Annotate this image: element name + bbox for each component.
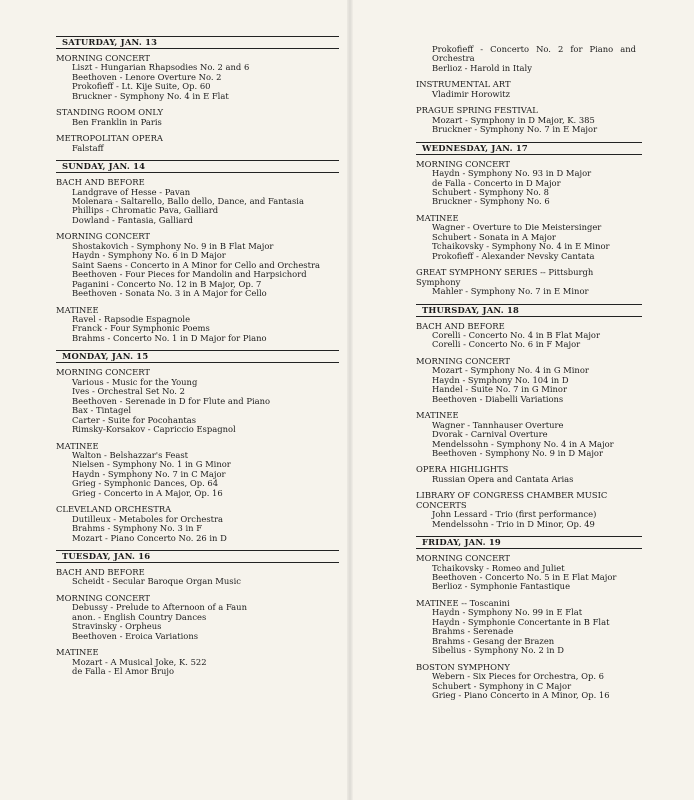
program-title: MORNING CONCERT: [56, 592, 150, 603]
program-item: Ravel - Rapsodie Espagnole: [72, 313, 191, 324]
program-item: Haydn - Symphony No. 6 in D Major: [72, 250, 226, 261]
program-item: Grieg - Piano Concerto in A Minor, Op. 16: [432, 690, 610, 701]
program-block: [416, 411, 636, 458]
program-item: Brahms - Serenade: [432, 626, 514, 637]
program-item: Beethoven - Sonata No. 3 in A Major for Cello: [72, 288, 267, 299]
program-item: Landgrave of Hesse - Pavan: [72, 186, 191, 197]
program-block: [416, 357, 636, 404]
program-block: [416, 465, 636, 484]
program-title: INSTRUMENTAL ART: [416, 79, 511, 90]
program-item: Phillips - Chromatic Pava, Galliard: [72, 205, 219, 216]
page-fold: [347, 0, 353, 800]
program-item: Berlioz - Symphonie Fantastique: [432, 581, 571, 592]
program-item: Haydn - Symphony No. 99 in E Flat: [432, 607, 583, 618]
program-title: MATINEE: [416, 410, 459, 421]
program-item: Saint Saens - Concerto in A Minor for Cello and Orchestra: [72, 259, 320, 270]
program-item: Bruckner - Symphony No. 7 in E Major: [432, 124, 598, 135]
program-block: [416, 599, 636, 656]
program-item: Bax - Tintagel: [72, 405, 132, 416]
program-item: Schubert - Symphony No. 8: [432, 186, 549, 197]
program-item: Mozart - Piano Concerto No. 26 in D: [72, 532, 227, 543]
program-items: [56, 658, 340, 677]
program-block: [416, 80, 636, 99]
program-title: BOSTON SYMPHONY: [416, 661, 510, 672]
program-block: [56, 648, 340, 676]
program-item: Mendelssohn - Symphony No. 4 in A Major: [432, 438, 614, 449]
program-title: LIBRARY OF CONGRESS CHAMBER MUSIC CONCERTS: [416, 490, 608, 510]
program-title: MATINEE -- Toscanini: [416, 597, 510, 608]
day-heading: SUNDAY, JAN. 14: [56, 160, 339, 173]
program-block: [416, 45, 636, 73]
program-block: [56, 568, 340, 587]
program-title: MORNING CONCERT: [56, 231, 150, 242]
program-item: Haydn - Symphony No. 104 in D: [432, 374, 569, 385]
program-item: John Lessard - Trio (first performance): [432, 509, 597, 520]
program-items: [416, 421, 636, 459]
program-item: de Falla - Concerto in D Major: [432, 177, 561, 188]
program-item: Beethoven - Four Pieces for Mandolin and Harpsichord: [72, 269, 307, 280]
program-items: [416, 223, 636, 261]
program-item: anon. - English Country Dances: [72, 611, 207, 622]
program-items: [56, 603, 340, 641]
day-heading: WEDNESDAY, JAN. 17: [416, 142, 642, 155]
program-item: Brahms - Gesang der Brazen: [432, 635, 555, 646]
program-title: MATINEE: [56, 304, 99, 315]
program-items: [56, 315, 340, 343]
day-heading: TUESDAY, JAN. 16: [56, 550, 339, 563]
program-item: Franck - Four Symphonic Poems: [72, 323, 210, 334]
program-block: [56, 368, 340, 434]
program-title: MORNING CONCERT: [416, 355, 510, 366]
program-block: [416, 663, 636, 701]
program-item: Stravinsky - Orpheus: [72, 621, 162, 632]
program-title: MATINEE: [56, 440, 99, 451]
program-items: [416, 169, 636, 207]
program-item: Brahms - Concerto No. 1 in D Major for Piano: [72, 332, 267, 343]
program-block: [56, 594, 340, 641]
program-item: Mozart - A Musical Joke, K. 522: [72, 656, 207, 667]
program-item: Prokofieff - Lt. Kije Suite, Op. 60: [72, 81, 211, 92]
program-item: Handel - Suite No. 7 in G Minor: [432, 384, 567, 395]
program-item: Dvorak - Carnival Overture: [432, 429, 548, 440]
program-item: Haydn - Symphony No. 93 in D Major: [432, 168, 592, 179]
program-item: Walton - Belshazzar's Feast: [72, 449, 189, 460]
program-item: Dutilleux - Metaboles for Orchestra: [72, 513, 224, 524]
program-item: Liszt - Hungarian Rhapsodies No. 2 and 6: [72, 62, 250, 73]
program-items: [416, 116, 636, 135]
program-title: MORNING CONCERT: [56, 367, 150, 378]
program-item: Haydn - Symphonie Concertante in B Flat: [432, 616, 610, 627]
program-item: Wagner - Tannhauser Overture: [432, 419, 564, 430]
program-block: [56, 442, 340, 499]
program-item: Haydn - Symphony No. 7 in C Major: [72, 468, 226, 479]
program-block: [56, 54, 340, 101]
program-item: Beethoven - Concerto No. 5 in E Flat Major: [432, 572, 617, 583]
program-items: [56, 188, 340, 226]
program-block: [416, 268, 636, 296]
program-items: [416, 287, 636, 296]
program-title: MORNING CONCERT: [416, 158, 510, 169]
program-item: Ben Franklin in Paris: [72, 116, 162, 127]
program-items: [56, 144, 340, 153]
program-item: Schubert - Symphony in C Major: [432, 680, 572, 691]
program-item: Nielsen - Symphony No. 1 in G Minor: [72, 459, 231, 470]
program-item: de Falla - El Amor Brujo: [72, 666, 175, 677]
program-item: Shostakovich - Symphony No. 9 in B Flat Major: [72, 240, 274, 251]
program-item: Sibelius - Symphony No. 2 in D: [432, 645, 564, 656]
program-item: Corelli - Concerto No. 4 in B Flat Major: [432, 329, 600, 340]
program-items: [56, 242, 340, 299]
program-item: Bruckner - Symphony No. 4 in E Flat: [72, 90, 229, 101]
program-item: Beethoven - Lenore Overture No. 2: [72, 71, 222, 82]
program-block: [56, 134, 340, 153]
program-item: Beethoven - Diabelli Variations: [432, 393, 564, 404]
program-title: CLEVELAND ORCHESTRA: [56, 504, 172, 515]
day-heading: THURSDAY, JAN. 18: [416, 304, 642, 317]
program-block: [416, 322, 636, 350]
program-block: [416, 554, 636, 592]
program-item: Corelli - Concerto No. 6 in F Major: [432, 339, 581, 350]
program-items: [416, 45, 636, 73]
program-title: MATINEE: [56, 647, 99, 658]
program-item: Various - Music for the Young: [72, 376, 198, 387]
program-items: [56, 515, 340, 543]
program-title: BACH AND BEFORE: [56, 177, 145, 188]
program-item: Debussy - Prelude to Afternoon of a Faun: [72, 602, 247, 613]
program-items: [416, 564, 636, 592]
program-block: [416, 160, 636, 207]
program-title: METROPOLITAN OPERA: [56, 133, 163, 144]
program-item: Mendelssohn - Trio in D Minor, Op. 49: [432, 518, 595, 529]
program-item: Mozart - Symphony No. 4 in G Minor: [432, 365, 589, 376]
program-block: [416, 214, 636, 261]
program-item: Bruckner - Symphony No. 6: [432, 196, 550, 207]
program-item: Vladimir Horowitz: [432, 88, 511, 99]
program-item: Falstaff: [72, 142, 104, 153]
program-item: Rimsky-Korsakov - Capriccio Espagnol: [72, 424, 236, 435]
program-block: [56, 306, 340, 344]
program-item: Tchaikovsky - Romeo and Juliet: [432, 562, 565, 573]
program-item: Webern - Six Pieces for Orchestra, Op. 6: [432, 671, 605, 682]
program-item: Mozart - Symphony in D Major, K. 385: [432, 114, 595, 125]
program-title: STANDING ROOM ONLY: [56, 107, 163, 118]
program-item: Russian Opera and Cantata Arias: [432, 473, 574, 484]
program-title: PRAGUE SPRING FESTIVAL: [416, 105, 538, 116]
program-item: Berlioz - Harold in Italy: [432, 62, 532, 73]
program-item: Dowland - Fantasia, Galliard: [72, 214, 193, 225]
program-block: [56, 178, 340, 225]
program-item: Prokofieff - Alexander Nevsky Cantata: [432, 250, 595, 261]
program-item: Tchaikovsky - Symphony No. 4 in E Minor: [432, 241, 610, 252]
program-items: [416, 90, 636, 99]
program-item: Carter - Suite for Pocohantas: [72, 414, 196, 425]
program-item: Schubert - Sonata in A Major: [432, 231, 556, 242]
program-item: Paganini - Concerto No. 12 in B Major, Op. 7: [72, 278, 262, 289]
program-item: Prokofieff - Concerto No. 2 for Piano and Orchestra: [432, 44, 636, 64]
day-heading: SATURDAY, JAN. 13: [56, 36, 339, 49]
program-items: [56, 118, 340, 127]
program-item: Wagner - Overture to Die Meistersinger: [432, 222, 602, 233]
program-block: [56, 505, 340, 543]
program-items: [416, 366, 636, 404]
program-title: BACH AND BEFORE: [416, 320, 505, 331]
program-title: GREAT SYMPHONY SERIES -- Pittsburgh Symphony: [416, 267, 594, 287]
program-item: Grieg - Concerto in A Major, Op. 16: [72, 487, 223, 498]
program-title: OPERA HIGHLIGHTS: [416, 464, 509, 475]
program-items: [56, 451, 340, 498]
program-block: [56, 108, 340, 127]
right-column: [416, 45, 636, 707]
program-items: [56, 378, 340, 435]
program-items: [416, 510, 636, 529]
program-items: [416, 672, 636, 700]
program-items: [416, 331, 636, 350]
program-items: [56, 577, 340, 586]
program-items: [56, 63, 340, 101]
left-column: [56, 36, 340, 684]
program-title: MORNING CONCERT: [56, 53, 150, 63]
program-block: [416, 106, 636, 134]
program-item: Grieg - Symphonic Dances, Op. 64: [72, 478, 219, 489]
program-item: Molenara - Saltarello, Ballo dello, Dance, and Fantasia: [72, 195, 304, 206]
day-heading: FRIDAY, JAN. 19: [416, 536, 642, 549]
program-item: Beethoven - Symphony No. 9 in D Major: [432, 447, 603, 458]
program-items: [416, 608, 636, 655]
program-block: [416, 491, 636, 529]
day-heading: MONDAY, JAN. 15: [56, 350, 339, 363]
program-item: Ives - Orchestral Set No. 2: [72, 386, 185, 397]
program-item: Beethoven - Eroica Variations: [72, 630, 199, 641]
program-title: MATINEE: [416, 212, 459, 223]
program-item: Mahler - Symphony No. 7 in E Minor: [432, 286, 589, 297]
program-item: Brahms - Symphony No. 3 in F: [72, 523, 203, 534]
program-item: Scheidt - Secular Baroque Organ Music: [72, 576, 241, 587]
program-item: Beethoven - Serenade in D for Flute and Piano: [72, 395, 271, 406]
program-title: BACH AND BEFORE: [56, 567, 145, 578]
program-title: MORNING CONCERT: [416, 553, 510, 564]
program-items: [416, 475, 636, 484]
program-block: [56, 232, 340, 298]
